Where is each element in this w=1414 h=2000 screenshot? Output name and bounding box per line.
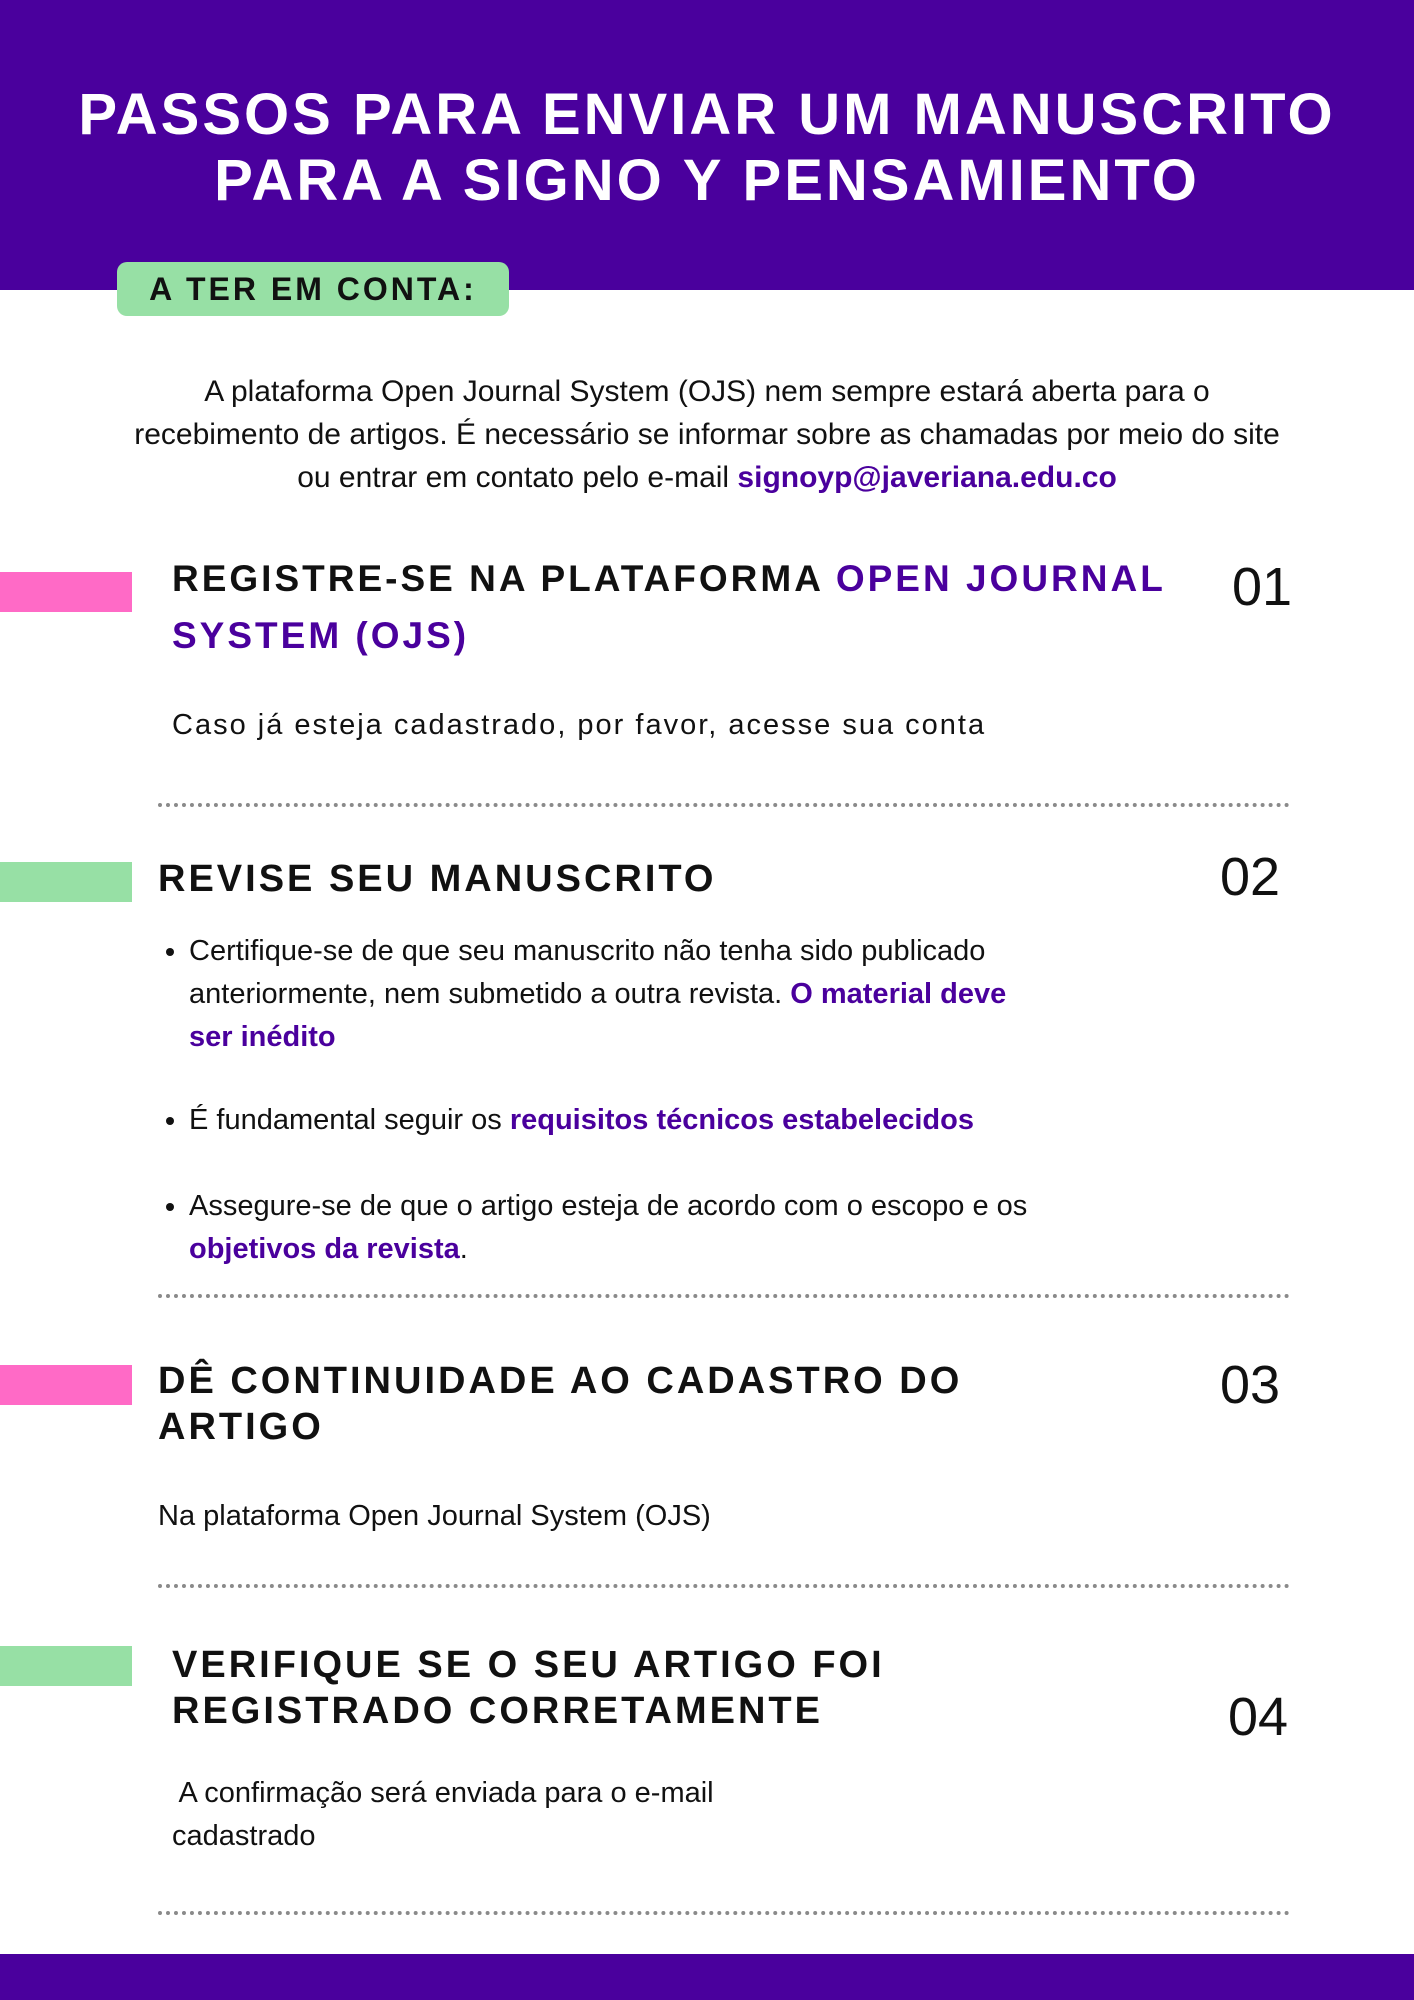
step-1-title-highlight-2: SYSTEM (OJS) xyxy=(172,615,470,656)
step-1-title-highlight-1: OPEN JOURNAL xyxy=(835,558,1166,599)
step-4-number: 04 xyxy=(1228,1687,1289,1747)
step-4-title-line-2: REGISTRADO CORRETAMENTE xyxy=(172,1690,823,1732)
step-2-bullet-3 xyxy=(189,1185,1239,1271)
header-banner xyxy=(0,0,1414,290)
step-4-title-line-1: VERIFIQUE SE O SEU ARTIGO FOI xyxy=(172,1644,885,1686)
divider-1 xyxy=(158,803,1290,807)
bullet-3-highlight[interactable]: objetivos da revista xyxy=(189,1233,460,1265)
bullet-1-highlight-1[interactable]: O material deve xyxy=(790,978,1007,1010)
step-4-accent-bar xyxy=(0,1646,132,1686)
divider-4 xyxy=(158,1911,1290,1915)
step-3-text: Na plataforma Open Journal System (OJS) xyxy=(158,1500,711,1532)
page-title-line-1: PASSOS PARA ENVIAR UM MANUSCRITO xyxy=(78,82,1336,147)
bullet-1-text-line-1: Certifique-se de que seu manuscrito não tenha sido publicado xyxy=(189,935,986,967)
intro-line-1: A plataforma Open Journal System (OJS) nem sempre estará aberta para o xyxy=(204,375,1210,408)
step-2-bullet-1 xyxy=(189,930,1239,1059)
step-3-title-line-1: DÊ CONTINUIDADE AO CADASTRO DO xyxy=(158,1360,963,1402)
step-2-number: 02 xyxy=(1220,847,1281,907)
note-tag: A TER EM CONTA: xyxy=(117,262,509,316)
intro-line-2: recebimento de artigos. É necessário se informar sobre as chamadas por meio do site xyxy=(134,418,1280,451)
bullet-2-text: É fundamental seguir os xyxy=(189,1104,510,1136)
bullet-1-highlight-2[interactable]: ser inédito xyxy=(189,1021,336,1053)
step-1-number: 01 xyxy=(1232,557,1293,617)
step-4-title xyxy=(172,1642,885,1734)
step-3-number: 03 xyxy=(1220,1355,1281,1415)
step-1-title xyxy=(172,550,1222,664)
step-1-text: Caso já esteja cadastrado, por favor, acesse sua conta xyxy=(172,709,987,741)
divider-2 xyxy=(158,1294,1290,1298)
email-link[interactable]: signoyp@javeriana.edu.co xyxy=(737,461,1117,494)
page-title xyxy=(0,82,1414,214)
step-2-bullet-list xyxy=(158,930,1239,1271)
step-2-title: REVISE SEU MANUSCRITO xyxy=(158,858,717,900)
divider-3 xyxy=(158,1584,1290,1588)
intro-text xyxy=(40,370,1374,499)
step-4-text-line-2: cadastrado xyxy=(172,1820,316,1852)
bullet-3-text: Assegure-se de que o artigo esteja de acordo com o escopo e os xyxy=(189,1190,1028,1222)
step-4-text xyxy=(172,1772,714,1858)
bullet-1-text-line-2: anteriormente, nem submetido a outra revista. xyxy=(189,978,791,1010)
step-1-title-prefix: REGISTRE-SE NA PLATAFORMA xyxy=(172,558,836,599)
bullet-2-highlight[interactable]: requisitos técnicos estabelecidos xyxy=(509,1104,974,1136)
step-4-text-line-1: A confirmação será enviada para o e-mail xyxy=(172,1777,714,1809)
footer-bar xyxy=(0,1954,1414,2000)
bullet-3-suffix: . xyxy=(459,1233,468,1265)
step-2-bullet-2 xyxy=(189,1099,1239,1142)
step-3-title-line-2: ARTIGO xyxy=(158,1406,324,1448)
page-title-line-2: PARA A SIGNO Y PENSAMIENTO xyxy=(214,148,1200,213)
step-2-accent-bar xyxy=(0,862,132,902)
intro-line-3: ou entrar em contato pelo e-mail xyxy=(297,461,738,494)
step-3-title xyxy=(158,1358,962,1450)
step-1-accent-bar xyxy=(0,572,132,612)
step-3-accent-bar xyxy=(0,1365,132,1405)
